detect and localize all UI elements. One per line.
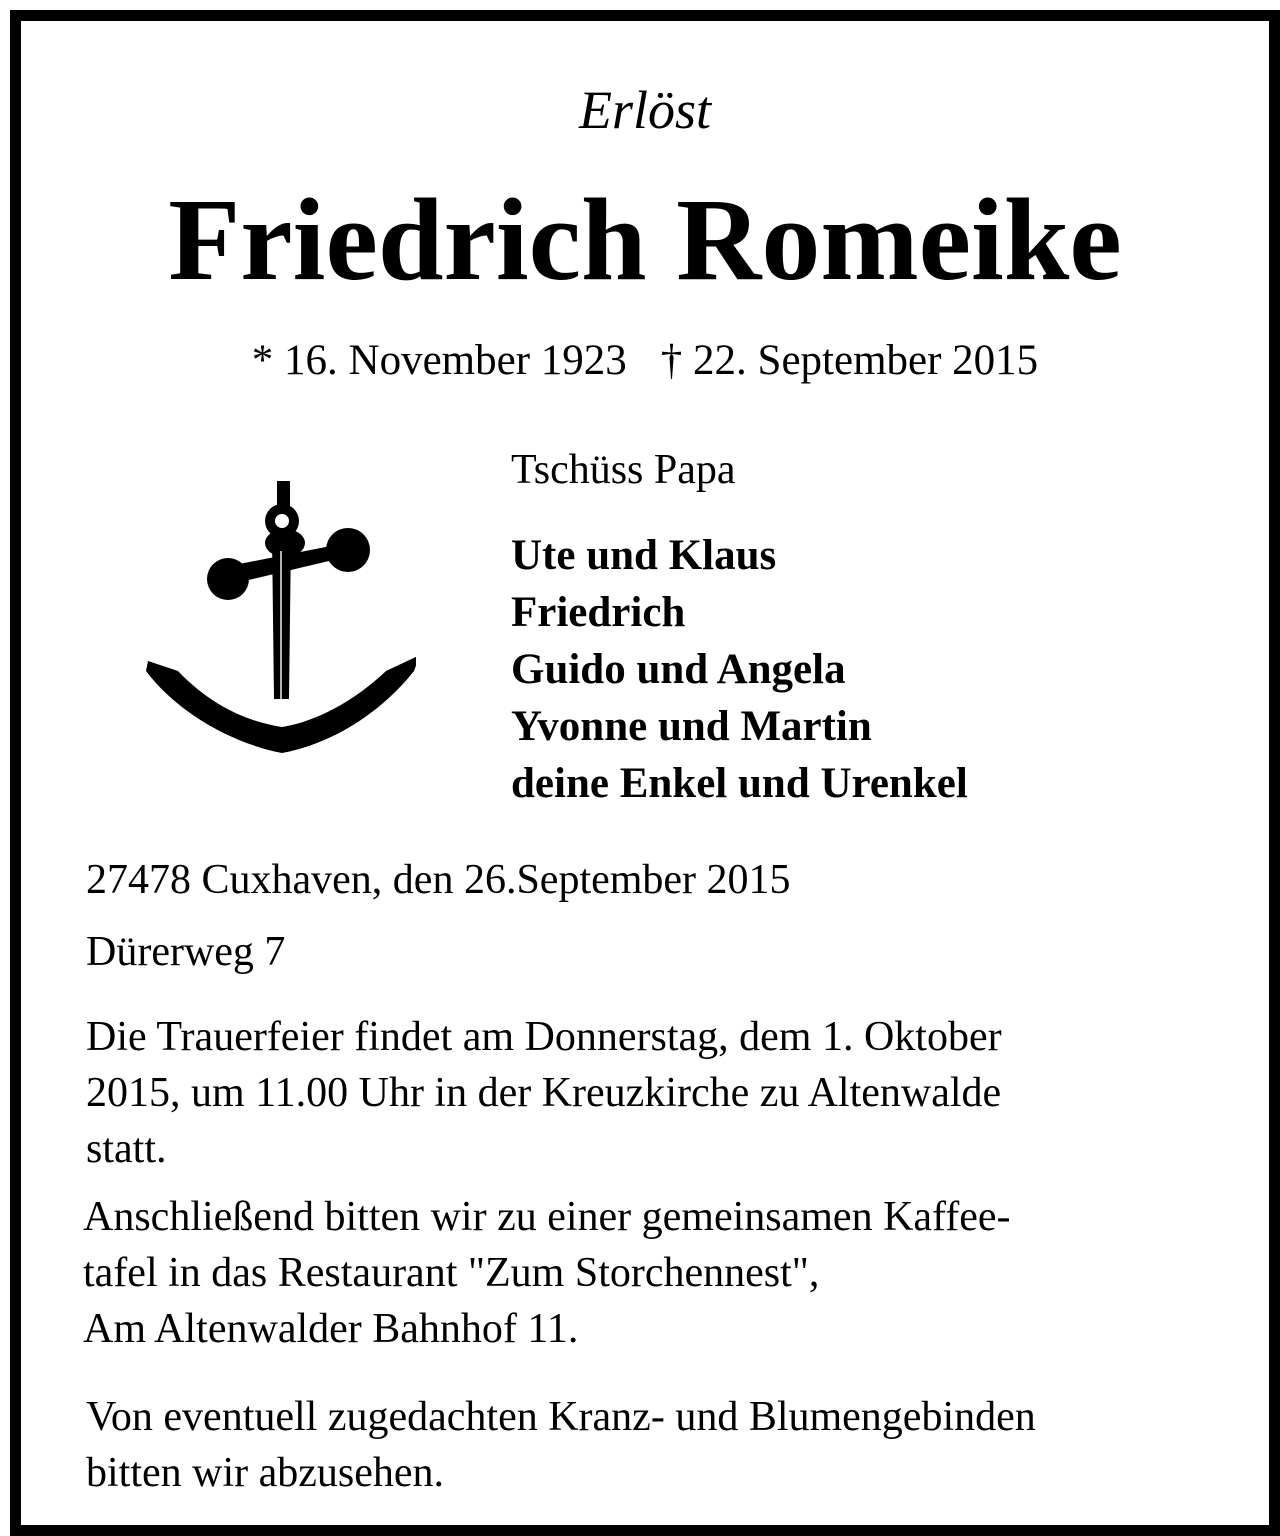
mourner-name: Yvonne und Martin	[511, 703, 872, 750]
text-line: Anschließend bitten wir zu einer gemeinsamen Kaffee-	[83, 1194, 1011, 1240]
service-paragraph	[86, 1009, 1002, 1177]
place-and-date: 27478 Cuxhaven, den 26.September 2015	[86, 857, 791, 903]
text-line: tafel in das Restaurant "Zum Storchennest",	[83, 1250, 820, 1296]
obituary-notice	[10, 10, 1280, 1536]
text-line: Am Altenwalder Bahnhof 11.	[83, 1306, 579, 1352]
flowers-paragraph	[86, 1389, 1036, 1501]
text-line: Von eventuell zugedachten Kranz- und Blumengebinden	[86, 1394, 1036, 1440]
text-line: Die Trauerfeier findet am Donnerstag, dem 1. Oktober	[86, 1014, 1002, 1060]
birth-date: * 16. November 1923	[251, 337, 627, 384]
text-line: bitten wir abzusehen.	[86, 1450, 445, 1496]
mourner-name: deine Enkel und Urenkel	[511, 760, 968, 807]
mourners-list	[511, 527, 968, 812]
coffee-paragraph	[83, 1189, 1011, 1357]
death-date: † 22. September 2015	[660, 337, 1039, 384]
life-dates	[21, 339, 1269, 382]
text-line: statt.	[86, 1126, 167, 1172]
intro-word: Erlöst	[578, 80, 712, 140]
mourner-name: Guido und Angela	[511, 646, 846, 693]
farewell-line: Tschüss Papa	[511, 447, 736, 493]
street-address: Dürerweg 7	[86, 929, 286, 975]
mourner-name: Ute und Klaus	[511, 532, 777, 579]
mourner-name: Friedrich	[511, 589, 686, 636]
text-line: 2015, um 11.00 Uhr in der Kreuzkirche zu Altenwalde	[86, 1070, 1002, 1116]
deceased-name: Friedrich Romeike	[168, 174, 1122, 305]
anchor-icon	[136, 481, 416, 756]
